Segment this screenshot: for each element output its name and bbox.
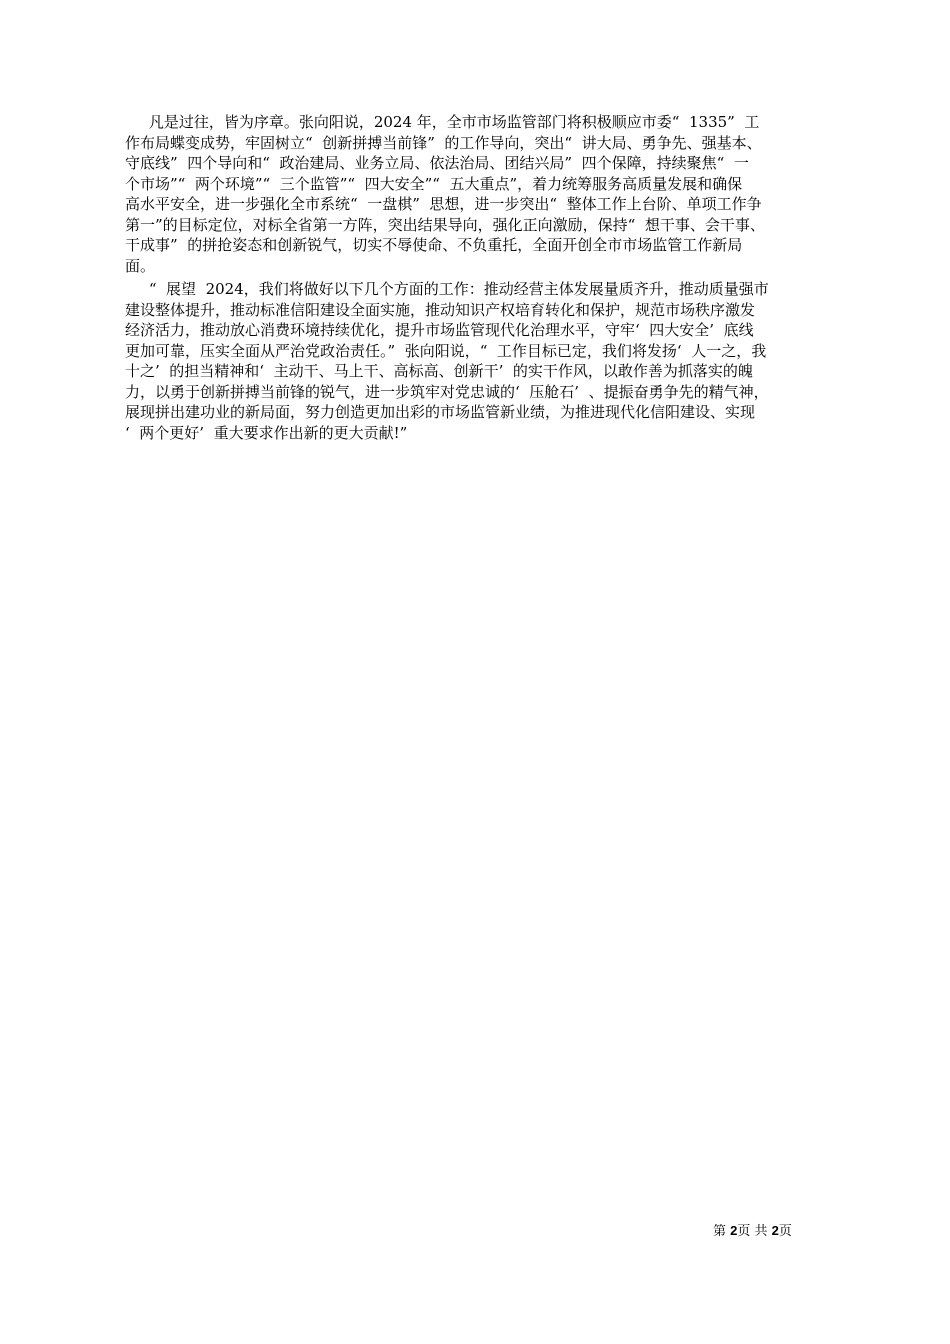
text-line: 守底线” 四个导向和“ 政治建局、业务立局、依法治局、团结兴局” 四个保障，持续聚焦“ 一 (125, 154, 749, 172)
text-line: 面。 (125, 256, 156, 275)
text-line: 更加可靠，压实全面从严治党政治责任。” 张向阳说，“ 工作目标已定，我们将发扬‘ 人一之，我 (125, 341, 767, 360)
page-footer (713, 1222, 792, 1241)
text-line: 建设整体提升，推动标准信阳建设全面实施，推动知识产权培育转化和保护，规范市场秩序激发 (125, 300, 756, 319)
text-line: 作布局蝶变成势，牢固树立“ 创新拼搏当前锋” 的工作导向，突出“ 讲大局、勇争先、强基本、 (125, 133, 762, 152)
text-line: ‘ 两个更好’ 重大要求作出新的更大贡献!” (125, 423, 408, 442)
text-line: 力，以勇于创新拼搏当前锋的锐气，进一步筑牢对党忠诚的‘ 压舱石’ 、提振奋勇争先的精气神， (125, 382, 769, 401)
text-line: 十之’ 的担当精神和‘ 主动干、马上干、高标高、创新干’ 的实干作风，以敢作善为抓落实的魄 (125, 362, 753, 380)
text-line: 高水平安全，进一步强化全市系统“ 一盘棋” 思想，进一步突出“ 整体工作上台阶、单项工作争 (125, 195, 762, 213)
text-line: 展现拼出建功业的新局面，努力创造更加出彩的市场监管新业绩，为推进现代化信阳建设、实现 (125, 403, 756, 421)
text-line: 凡是过往，皆为序章。张向阳说，2024 年，全市市场监管部门将积极顺应市委“ 1335” 工 (125, 113, 760, 131)
text-line: 经济活力，推动放心消费环境持续优化，提升市场监管现代化治理水平，守牢‘ 四大安全’ 底线 (125, 321, 754, 339)
paragraph-1 (125, 112, 837, 276)
total-pages-number: 2 (771, 1223, 779, 1238)
text-line: 干成事” 的拼抢姿态和创新锐气，切实不辱使命、不负重托，全面开创全市市场监管工作新局 (125, 236, 743, 254)
document-body (125, 112, 837, 443)
text-line: 个市场”“ 两个环境”“ 三个监管”“ 四大安全”“ 五大重点”，着力统筹服务高质量发展和确保 (125, 174, 743, 193)
footer-suffix: 页 (778, 1224, 792, 1239)
current-page-number: 2 (730, 1223, 738, 1238)
paragraph-2 (125, 279, 837, 443)
footer-prefix: 第 (713, 1224, 731, 1239)
footer-middle: 页 共 (737, 1224, 772, 1239)
text-line: “ 展望 2024，我们将做好以下几个方面的工作：推动经营主体发展量质齐升，推动质量强市 (125, 280, 769, 298)
text-line: 第一”的目标定位，对标全省第一方阵，突出结果导向，强化正向激励，保持“ 想干事、会干事、 (125, 215, 765, 234)
